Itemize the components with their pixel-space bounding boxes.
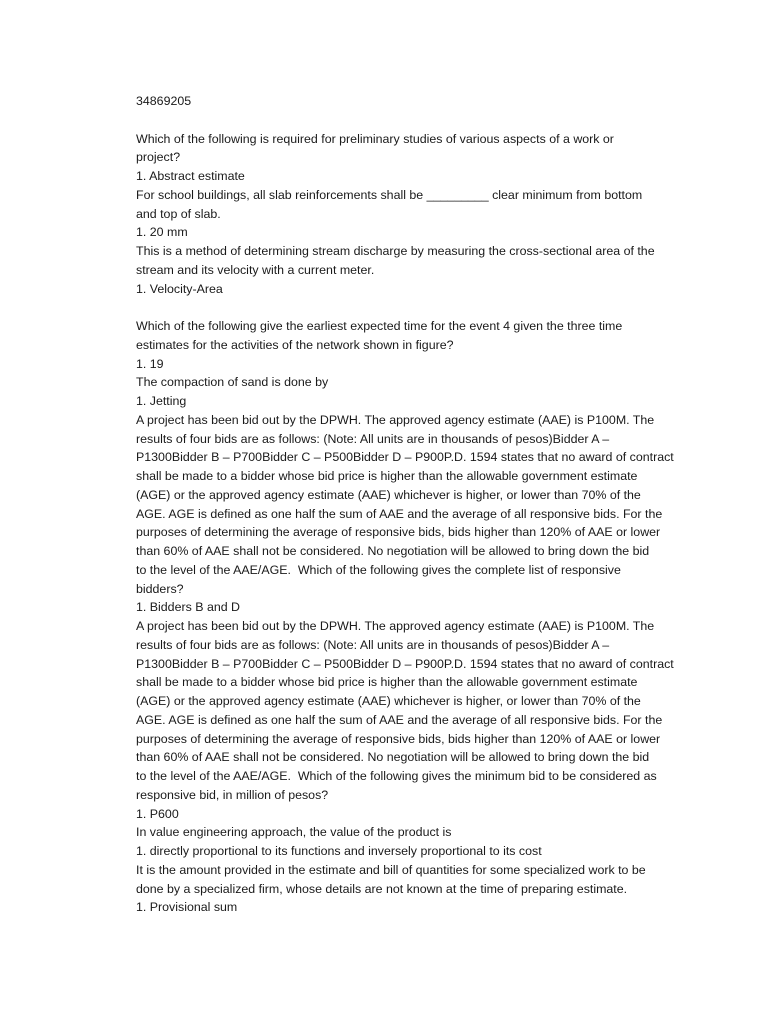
- blank-line: [136, 111, 676, 130]
- text-line: done by a specialized firm, whose details are not known at the time of preparing estimate.: [136, 881, 628, 896]
- text-line: Which of the following is required for preliminary studies of various aspects of a work or: [136, 131, 614, 146]
- text-line: 1. Abstract estimate: [136, 169, 245, 183]
- text-line: In value engineering approach, the value of the product is: [136, 825, 452, 840]
- text-line: project?: [136, 150, 181, 165]
- text-line: estimates for the activities of the network shown in figure?: [136, 337, 454, 352]
- document-id: 34869205: [136, 94, 192, 108]
- document-page: [136, 92, 676, 917]
- text-line: bidders?: [136, 581, 184, 596]
- text-line: For school buildings, all slab reinforcements shall be _________ clear minimum from bottom: [136, 187, 643, 202]
- text-line: to the level of the AAE/AGE. Which of the following gives the complete list of responsive: [136, 562, 621, 577]
- text-line: purposes of determining the average of responsive bids, bids higher than 120% of AAE or lower: [136, 731, 661, 746]
- text-line: shall be made to a bidder whose bid price is higher than the allowable government estimate: [136, 675, 638, 690]
- text-line: than 60% of AAE shall not be considered. No negotiation will be allowed to bring down the bid: [136, 544, 650, 558]
- text-line: 1. 20 mm: [136, 225, 188, 240]
- document-body: [136, 130, 676, 918]
- text-line: responsive bid, in million of pesos?: [136, 787, 329, 802]
- text-line: than 60% of AAE shall not be considered. No negotiation will be allowed to bring down the bid: [136, 750, 650, 765]
- text-line: P1300Bidder B – P700Bidder C – P500Bidder D – P900P.D. 1594 states that no award of contract: [136, 450, 674, 465]
- text-line: shall be made to a bidder whose bid price is higher than the allowable government estimate: [136, 469, 638, 483]
- text-line: This is a method of determining stream discharge by measuring the cross-sectional area of the: [136, 244, 655, 258]
- text-line: purposes of determining the average of responsive bids, bids higher than 120% of AAE or lower: [136, 525, 661, 540]
- text-line: Which of the following give the earliest expected time for the event 4 given the three time: [136, 319, 623, 333]
- text-line: P1300Bidder B – P700Bidder C – P500Bidder D – P900P.D. 1594 states that no award of contract: [136, 656, 674, 671]
- text-line: 1. 19: [136, 356, 164, 371]
- text-line: The compaction of sand is done by: [136, 375, 329, 390]
- text-line: to the level of the AAE/AGE. Which of the following gives the minimum bid to be considered as: [136, 769, 657, 783]
- text-line: results of four bids are as follows: (Note: All units are in thousands of pesos)Bidder A –: [136, 431, 610, 446]
- text-line: 1. Jetting: [136, 394, 187, 408]
- text-line: A project has been bid out by the DPWH. The approved agency estimate (AAE) is P100M. The: [136, 412, 655, 427]
- text-line: 1. P600: [136, 806, 179, 821]
- text-line: AGE. AGE is defined as one half the sum of AAE and the average of all responsive bids. For the: [136, 506, 663, 521]
- text-line: 1. directly proportional to its functions and inversely proportional to its cost: [136, 844, 542, 858]
- text-line: stream and its velocity with a current meter.: [136, 262, 375, 277]
- text-line: It is the amount provided in the estimate and bill of quantities for some specialized work to be: [136, 862, 646, 877]
- text-line: 1. Bidders B and D: [136, 600, 241, 615]
- text-line: results of four bids are as follows: (Note: All units are in thousands of pesos)Bidder A –: [136, 637, 610, 652]
- text-line: 1. Provisional sum: [136, 900, 238, 915]
- text-line: 1. Velocity-Area: [136, 281, 223, 296]
- blank-line: [136, 298, 676, 317]
- text-line: (AGE) or the approved agency estimate (AAE) whichever is higher, or lower than 70% of the: [136, 487, 641, 502]
- text-line: AGE. AGE is defined as one half the sum of AAE and the average of all responsive bids. For the: [136, 712, 663, 727]
- text-line: A project has been bid out by the DPWH. The approved agency estimate (AAE) is P100M. The: [136, 619, 655, 633]
- text-line: and top of slab.: [136, 206, 221, 221]
- text-line: (AGE) or the approved agency estimate (AAE) whichever is higher, or lower than 70% of the: [136, 694, 641, 708]
